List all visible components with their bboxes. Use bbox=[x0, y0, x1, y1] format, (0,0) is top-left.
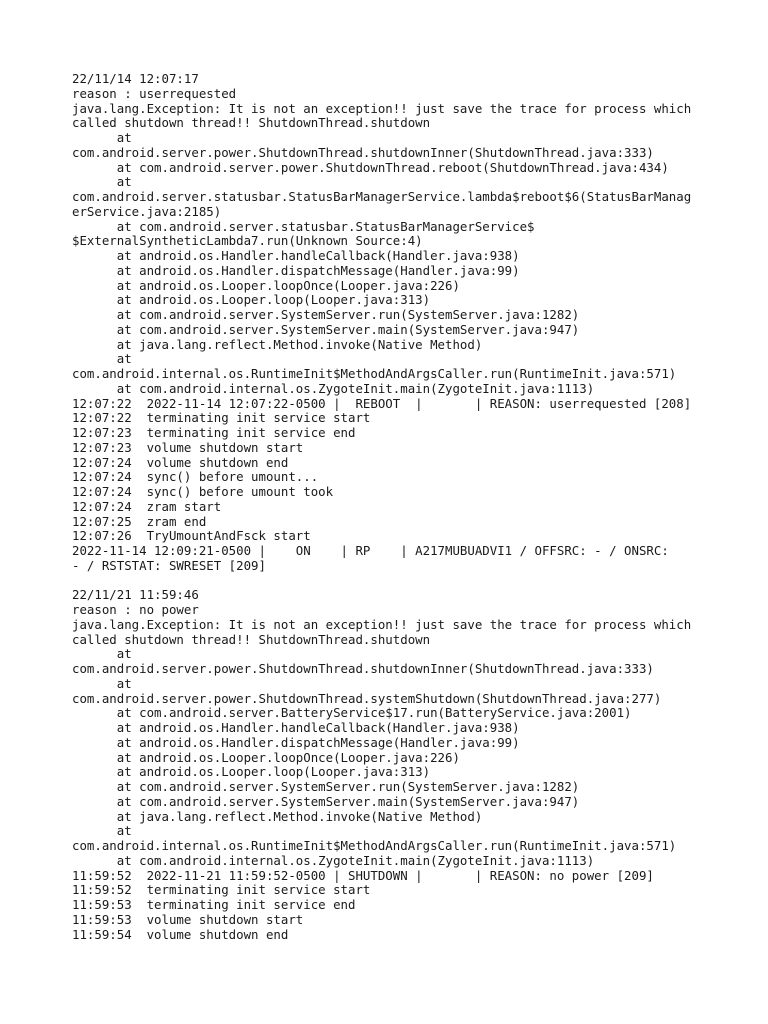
log-line: at com.android.server.statusbar.StatusBarManagerService$ bbox=[72, 218, 535, 234]
log-line: at bbox=[72, 174, 132, 190]
log-line: at com.android.server.SystemServer.run(SystemServer.java:1282) bbox=[72, 779, 580, 794]
log-line: - / RSTSTAT: SWRESET [209] bbox=[72, 557, 266, 573]
log-line: at com.android.server.SystemServer.main(SystemServer.java:947) bbox=[72, 321, 580, 337]
log-line: 11:59:53 volume shutdown start bbox=[72, 911, 304, 927]
log-line: java.lang.Exception: It is not an exception!! just save the trace for process which bbox=[72, 616, 692, 632]
log-line: at com.android.internal.os.ZygoteInit.main(ZygoteInit.java:1113) bbox=[72, 852, 595, 868]
log-line: com.android.server.statusbar.StatusBarManagerService.lambda$reboot$6(StatusBarManag bbox=[72, 189, 692, 204]
log-line: called shutdown thread!! ShutdownThread.shutdown bbox=[72, 115, 431, 131]
log-line: 12:07:23 terminating init service end bbox=[72, 425, 356, 440]
log-line: 2022-11-14 12:09:21-0500 | ON | RP | A217MUBUADVI1 / OFFSRC: - / ONSRC: bbox=[72, 543, 669, 558]
log-line: at android.os.Handler.dispatchMessage(Handler.java:99) bbox=[72, 262, 520, 278]
log-line: 11:59:52 2022-11-21 11:59:52-0500 | SHUTDOWN | | REASON: no power [209] bbox=[72, 867, 654, 883]
log-line: java.lang.Exception: It is not an exception!! just save the trace for process which bbox=[72, 100, 692, 116]
log-document bbox=[72, 72, 702, 942]
log-line: called shutdown thread!! ShutdownThread.shutdown bbox=[72, 631, 431, 647]
log-line: 11:59:53 terminating init service end bbox=[72, 897, 356, 912]
log-line: at java.lang.reflect.Method.invoke(Native Method) bbox=[72, 336, 483, 352]
log-line: 12:07:25 zram end bbox=[72, 513, 207, 529]
log-entry bbox=[72, 72, 702, 574]
log-line: at bbox=[72, 675, 132, 691]
log-line: at com.android.internal.os.ZygoteInit.main(ZygoteInit.java:1113) bbox=[72, 380, 595, 396]
log-line: 12:07:23 volume shutdown start bbox=[72, 439, 304, 455]
log-entry bbox=[72, 588, 702, 942]
log-line: at com.android.server.BatteryService$17.run(BatteryService.java:2001) bbox=[72, 705, 632, 721]
log-line: com.android.server.power.ShutdownThread.shutdownInner(ShutdownThread.java:333) bbox=[72, 661, 654, 676]
log-line: 11:59:54 volume shutdown end bbox=[72, 926, 289, 942]
log-line: at com.android.server.SystemServer.main(SystemServer.java:947) bbox=[72, 793, 580, 809]
log-line: erService.java:2185) bbox=[72, 203, 222, 219]
log-line: at bbox=[72, 351, 132, 367]
log-line: reason : no power bbox=[72, 602, 199, 617]
entry-separator bbox=[72, 574, 702, 589]
log-line: at android.os.Handler.handleCallback(Handler.java:938) bbox=[72, 720, 520, 735]
log-line: com.android.internal.os.RuntimeInit$MethodAndArgsCaller.run(RuntimeInit.java:571) bbox=[72, 366, 677, 381]
log-line: 12:07:24 volume shutdown end bbox=[72, 454, 289, 470]
log-line: at android.os.Looper.loopOnce(Looper.java:226) bbox=[72, 277, 460, 293]
log-line: com.android.server.power.ShutdownThread.systemShutdown(ShutdownThread.java:277) bbox=[72, 690, 662, 706]
log-line: 12:07:24 sync() before umount... bbox=[72, 469, 319, 485]
log-line: 12:07:22 terminating init service start bbox=[72, 410, 371, 426]
log-line: at android.os.Looper.loop(Looper.java:313) bbox=[72, 764, 431, 780]
log-line: $ExternalSyntheticLambda7.run(Unknown Source:4) bbox=[72, 233, 423, 249]
log-line: 12:07:24 sync() before umount took bbox=[72, 484, 334, 499]
log-line: at android.os.Looper.loopOnce(Looper.java:226) bbox=[72, 749, 460, 765]
log-line: at android.os.Handler.dispatchMessage(Handler.java:99) bbox=[72, 734, 520, 750]
log-line: reason : userrequested bbox=[72, 85, 237, 101]
log-line: at android.os.Handler.handleCallback(Handler.java:938) bbox=[72, 248, 520, 263]
log-line: 22/11/14 12:07:17 bbox=[72, 71, 199, 86]
log-line: 12:07:22 2022-11-14 12:07:22-0500 | REBOOT | | REASON: userrequested [208] bbox=[72, 395, 692, 411]
log-line: at bbox=[72, 646, 132, 662]
log-line: at android.os.Looper.loop(Looper.java:313) bbox=[72, 292, 431, 308]
log-line: at bbox=[72, 823, 132, 839]
log-line: at com.android.server.SystemServer.run(SystemServer.java:1282) bbox=[72, 307, 580, 322]
log-line: com.android.internal.os.RuntimeInit$MethodAndArgsCaller.run(RuntimeInit.java:571) bbox=[72, 838, 677, 853]
log-line: 11:59:52 terminating init service start bbox=[72, 882, 371, 898]
log-line: at com.android.server.power.ShutdownThread.reboot(ShutdownThread.java:434) bbox=[72, 159, 669, 175]
log-line: at java.lang.reflect.Method.invoke(Native Method) bbox=[72, 808, 483, 824]
log-line: 12:07:24 zram start bbox=[72, 498, 222, 514]
log-line: com.android.server.power.ShutdownThread.shutdownInner(ShutdownThread.java:333) bbox=[72, 144, 654, 160]
log-line: 22/11/21 11:59:46 bbox=[72, 587, 199, 603]
log-line: at bbox=[72, 130, 132, 145]
log-line: 12:07:26 TryUmountAndFsck start bbox=[72, 528, 311, 544]
